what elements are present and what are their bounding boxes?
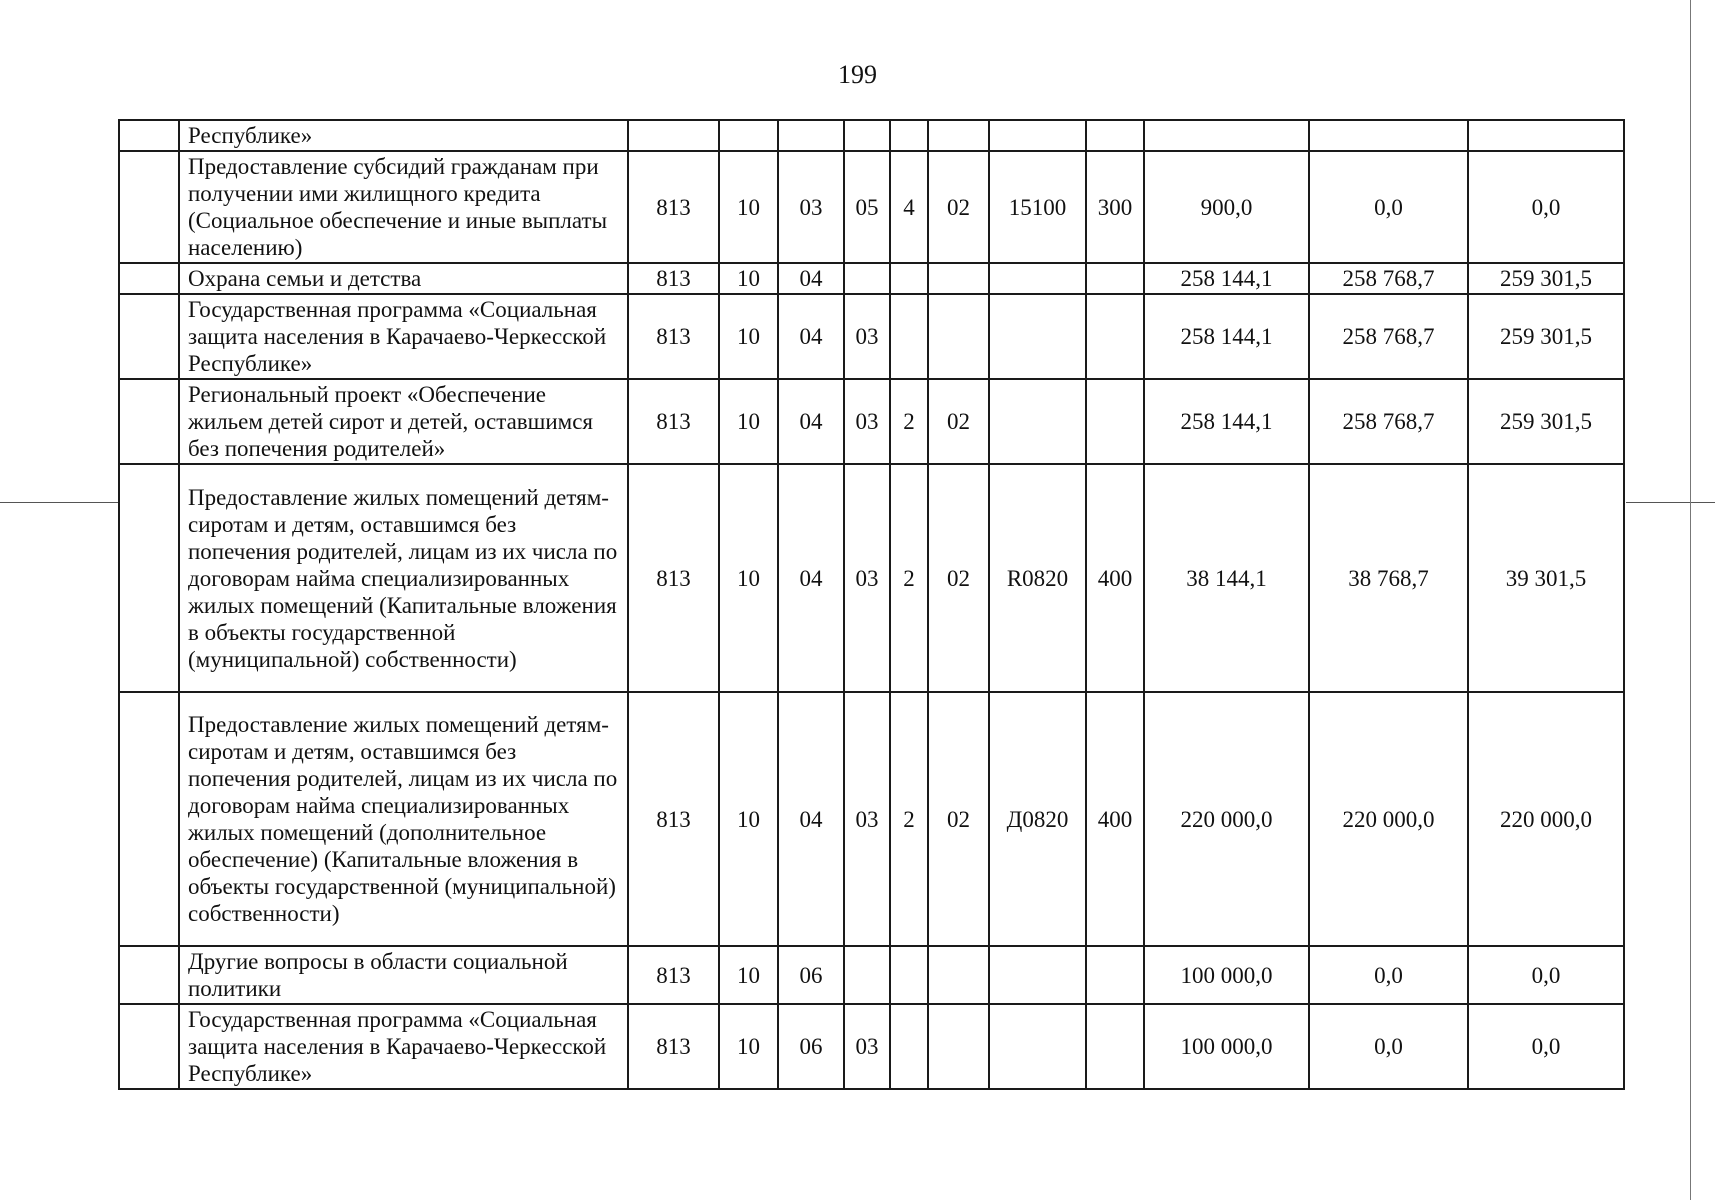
program-code-cell: 03 <box>844 1004 890 1089</box>
amount-year3-cell: 220 000,0 <box>1468 692 1624 946</box>
expense-type-code-cell: 400 <box>1086 692 1144 946</box>
section-code-cell <box>719 120 778 151</box>
activity-code-cell <box>928 120 989 151</box>
amount-year2-cell: 38 768,7 <box>1309 464 1468 692</box>
activity-code-cell <box>928 1004 989 1089</box>
row-number-cell <box>119 946 179 1004</box>
target-item-code-cell <box>989 1004 1086 1089</box>
ministry-code-cell: 813 <box>628 294 719 379</box>
table-row <box>119 379 1624 464</box>
amount-year1-cell: 220 000,0 <box>1144 692 1309 946</box>
ministry-code-cell: 813 <box>628 379 719 464</box>
ministry-code-cell: 813 <box>628 946 719 1004</box>
subsection-code-cell: 03 <box>778 151 844 263</box>
amount-year2-cell <box>1309 120 1468 151</box>
subprogram-code-cell <box>890 294 928 379</box>
table-row <box>119 120 1624 151</box>
amount-year3-cell <box>1468 120 1624 151</box>
activity-code-cell: 02 <box>928 692 989 946</box>
item-name-cell: Другие вопросы в области социальной политики <box>179 946 628 1004</box>
table-row <box>119 151 1624 263</box>
program-code-cell <box>844 946 890 1004</box>
subsection-code-cell <box>778 120 844 151</box>
expense-type-code-cell <box>1086 120 1144 151</box>
expense-type-code-cell <box>1086 294 1144 379</box>
subsection-code-cell: 04 <box>778 379 844 464</box>
table-row <box>119 263 1624 294</box>
subsection-code-cell: 04 <box>778 464 844 692</box>
program-code-cell: 03 <box>844 692 890 946</box>
section-code-cell: 10 <box>719 294 778 379</box>
subprogram-code-cell: 2 <box>890 692 928 946</box>
expense-type-code-cell <box>1086 263 1144 294</box>
row-number-cell <box>119 263 179 294</box>
row-number-cell <box>119 151 179 263</box>
item-name-cell: Предоставление жилых помещений детям-сиротам и детям, оставшимся без попечения родителей, лицам из их числа по договорам найма специализированных жилых помещений (Капитальные вложения в объекты государственной (муниципальной) собственности) <box>179 464 628 692</box>
expense-type-code-cell: 400 <box>1086 464 1144 692</box>
subsection-code-cell: 04 <box>778 692 844 946</box>
ministry-code-cell: 813 <box>628 151 719 263</box>
amount-year2-cell: 0,0 <box>1309 151 1468 263</box>
activity-code-cell: 02 <box>928 464 989 692</box>
section-code-cell: 10 <box>719 263 778 294</box>
amount-year2-cell: 220 000,0 <box>1309 692 1468 946</box>
amount-year1-cell: 258 144,1 <box>1144 263 1309 294</box>
program-code-cell: 05 <box>844 151 890 263</box>
scan-artifact-line <box>1626 502 1715 503</box>
expense-type-code-cell <box>1086 946 1144 1004</box>
amount-year2-cell: 0,0 <box>1309 946 1468 1004</box>
activity-code-cell <box>928 946 989 1004</box>
amount-year3-cell: 0,0 <box>1468 151 1624 263</box>
subsection-code-cell: 04 <box>778 263 844 294</box>
activity-code-cell <box>928 263 989 294</box>
amount-year2-cell: 0,0 <box>1309 1004 1468 1089</box>
amount-year3-cell: 259 301,5 <box>1468 379 1624 464</box>
row-number-cell <box>119 1004 179 1089</box>
subprogram-code-cell <box>890 946 928 1004</box>
amount-year1-cell: 258 144,1 <box>1144 379 1309 464</box>
subprogram-code-cell <box>890 263 928 294</box>
budget-table <box>118 119 1625 1090</box>
activity-code-cell <box>928 294 989 379</box>
ministry-code-cell: 813 <box>628 464 719 692</box>
section-code-cell: 10 <box>719 946 778 1004</box>
subprogram-code-cell: 2 <box>890 464 928 692</box>
section-code-cell: 10 <box>719 464 778 692</box>
activity-code-cell: 02 <box>928 151 989 263</box>
subprogram-code-cell: 4 <box>890 151 928 263</box>
target-item-code-cell <box>989 263 1086 294</box>
section-code-cell: 10 <box>719 151 778 263</box>
section-code-cell: 10 <box>719 1004 778 1089</box>
amount-year3-cell: 259 301,5 <box>1468 263 1624 294</box>
amount-year3-cell: 0,0 <box>1468 946 1624 1004</box>
ministry-code-cell <box>628 120 719 151</box>
row-number-cell <box>119 120 179 151</box>
target-item-code-cell <box>989 120 1086 151</box>
target-item-code-cell <box>989 946 1086 1004</box>
ministry-code-cell: 813 <box>628 1004 719 1089</box>
table-row <box>119 464 1624 692</box>
subsection-code-cell: 06 <box>778 946 844 1004</box>
item-name-cell: Региональный проект «Обеспечение жильем детей сирот и детей, оставшимся без попечения родителей» <box>179 379 628 464</box>
item-name-cell: Предоставление жилых помещений детям-сиротам и детям, оставшимся без попечения родителей, лицам из их числа по договорам найма специализированных жилых помещений (дополнительное обеспечение) (Капитальные вложения в объекты государственной (муниципальной) собственности) <box>179 692 628 946</box>
amount-year3-cell: 259 301,5 <box>1468 294 1624 379</box>
amount-year2-cell: 258 768,7 <box>1309 379 1468 464</box>
item-name-cell: Предоставление субсидий гражданам при получении ими жилищного кредита (Социальное обеспечение и иные выплаты населению) <box>179 151 628 263</box>
amount-year1-cell: 100 000,0 <box>1144 946 1309 1004</box>
amount-year3-cell: 0,0 <box>1468 1004 1624 1089</box>
subprogram-code-cell <box>890 120 928 151</box>
subsection-code-cell: 04 <box>778 294 844 379</box>
item-name-cell: Охрана семьи и детства <box>179 263 628 294</box>
table-row <box>119 692 1624 946</box>
target-item-code-cell: Д0820 <box>989 692 1086 946</box>
amount-year1-cell: 38 144,1 <box>1144 464 1309 692</box>
section-code-cell: 10 <box>719 379 778 464</box>
program-code-cell <box>844 263 890 294</box>
amount-year1-cell: 258 144,1 <box>1144 294 1309 379</box>
section-code-cell: 10 <box>719 692 778 946</box>
amount-year1-cell: 900,0 <box>1144 151 1309 263</box>
subsection-code-cell: 06 <box>778 1004 844 1089</box>
table-row <box>119 294 1624 379</box>
table-row <box>119 946 1624 1004</box>
amount-year1-cell <box>1144 120 1309 151</box>
row-number-cell <box>119 379 179 464</box>
program-code-cell <box>844 120 890 151</box>
ministry-code-cell: 813 <box>628 692 719 946</box>
subprogram-code-cell <box>890 1004 928 1089</box>
row-number-cell <box>119 692 179 946</box>
program-code-cell: 03 <box>844 294 890 379</box>
table-row <box>119 1004 1624 1089</box>
item-name-cell: Республике» <box>179 120 628 151</box>
expense-type-code-cell <box>1086 379 1144 464</box>
target-item-code-cell <box>989 379 1086 464</box>
amount-year2-cell: 258 768,7 <box>1309 294 1468 379</box>
ministry-code-cell: 813 <box>628 263 719 294</box>
target-item-code-cell: R0820 <box>989 464 1086 692</box>
activity-code-cell: 02 <box>928 379 989 464</box>
table-body <box>119 120 1624 1089</box>
target-item-code-cell: 15100 <box>989 151 1086 263</box>
amount-year3-cell: 39 301,5 <box>1468 464 1624 692</box>
item-name-cell: Государственная программа «Социальная защита населения в Карачаево-Черкесской Республике» <box>179 294 628 379</box>
page-number: 199 <box>838 60 877 89</box>
item-name-cell: Государственная программа «Социальная защита населения в Карачаево-Черкесской Республике» <box>179 1004 628 1089</box>
program-code-cell: 03 <box>844 379 890 464</box>
subprogram-code-cell: 2 <box>890 379 928 464</box>
row-number-cell <box>119 294 179 379</box>
target-item-code-cell <box>989 294 1086 379</box>
expense-type-code-cell <box>1086 1004 1144 1089</box>
expense-type-code-cell: 300 <box>1086 151 1144 263</box>
program-code-cell: 03 <box>844 464 890 692</box>
amount-year1-cell: 100 000,0 <box>1144 1004 1309 1089</box>
scan-artifact-line <box>0 502 118 503</box>
amount-year2-cell: 258 768,7 <box>1309 263 1468 294</box>
row-number-cell <box>119 464 179 692</box>
scan-page-edge <box>1690 0 1691 1200</box>
